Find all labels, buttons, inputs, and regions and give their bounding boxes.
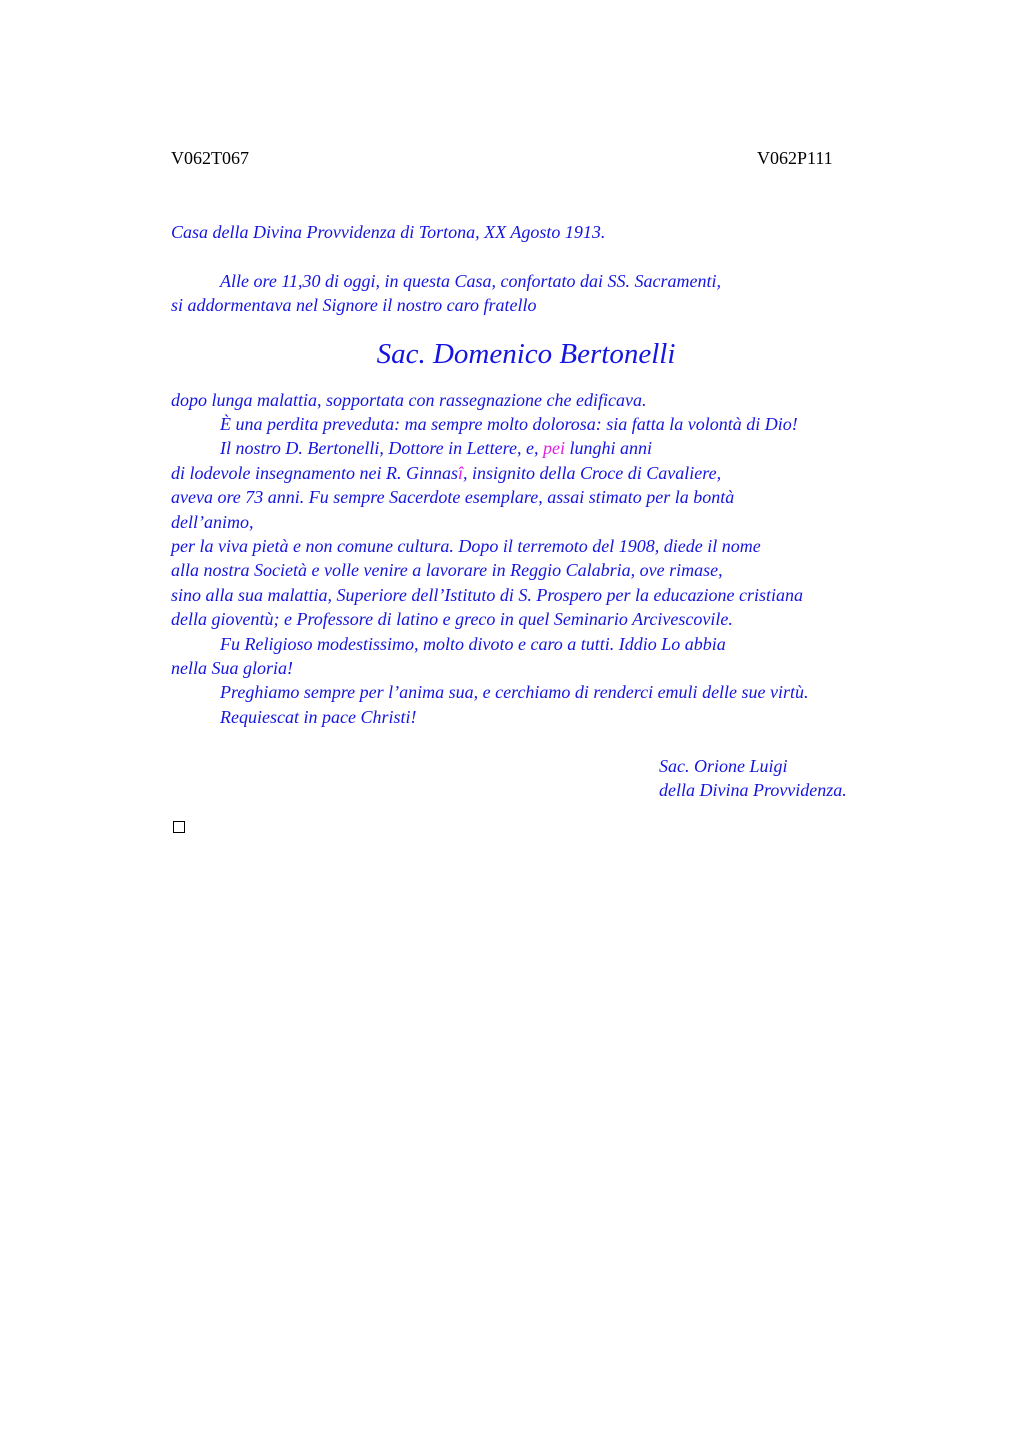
highlighted-char: î xyxy=(457,462,463,483)
spacer xyxy=(171,729,911,753)
text-segment: di lodevole insegnamento nei R. Ginnas xyxy=(171,462,458,483)
signature-name: Sac. Orione Luigi xyxy=(659,755,788,776)
paragraph-line: sino alla sua malattia, Superiore dell’Istituto di S. Prospero per la educazione cristiana xyxy=(171,584,803,605)
paragraph-line: per la viva pietà e non comune cultura. Dopo il terremoto del 1908, diede il nome xyxy=(171,536,761,557)
place-date: Casa della Divina Provvidenza di Tortona, XX Agosto 1913. xyxy=(171,222,606,242)
paragraph-line xyxy=(171,461,911,485)
text-segment: lunghi anni xyxy=(564,438,652,459)
paragraph-line: dell’animo, xyxy=(171,511,254,532)
letter-body xyxy=(171,220,911,803)
signature-title: della Divina Provvidenza. xyxy=(659,780,847,801)
paragraph-line: Preghiamo sempre per l’anima sua, e cerchiamo di renderci emuli delle sue virtù. xyxy=(220,682,809,703)
spacer xyxy=(171,244,911,268)
deceased-name: Sac. Domenico Bertonelli xyxy=(376,337,676,370)
paragraph-line: Alle ore 11,30 di oggi, in questa Casa, confortato dai SS. Sacramenti, xyxy=(220,270,721,291)
paragraph-line: si addormentava nel Signore il nostro caro fratello xyxy=(171,295,537,316)
paragraph-line: della gioventù; e Professore di latino e greco in quel Seminario Arcivescovile. xyxy=(171,609,733,630)
paragraph-line: dopo lunga malattia, sopportata con rassegnazione che edificava. xyxy=(171,389,647,410)
document-code-right: V062P111 xyxy=(757,148,833,168)
highlighted-word: pei xyxy=(542,438,565,459)
paragraph-line xyxy=(171,436,911,460)
document-code-left: V062T067 xyxy=(171,148,249,168)
paragraph-line: Requiescat in pace Christi! xyxy=(220,706,417,727)
paragraph-line: nella Sua gloria! xyxy=(171,658,293,679)
text-segment: Il nostro D. Bertonelli, Dottore in Lettere, e, xyxy=(220,438,543,459)
paragraph-line: È una perdita preveduta: ma sempre molto dolorosa: sia fatta la volontà di Dio! xyxy=(220,414,798,435)
paragraph-line: Fu Religioso modestissimo, molto divoto e caro a tutti. Iddio Lo abbia xyxy=(220,633,726,654)
text-segment: , insignito della Croce di Cavaliere, xyxy=(462,462,722,483)
end-square-icon xyxy=(173,821,185,833)
paragraph-line: aveva ore 73 anni. Fu sempre Sacerdote esemplare, assai stimato per la bontà xyxy=(171,487,735,508)
paragraph-line: alla nostra Società e volle venire a lavorare in Reggio Calabria, ove rimase, xyxy=(171,560,723,581)
